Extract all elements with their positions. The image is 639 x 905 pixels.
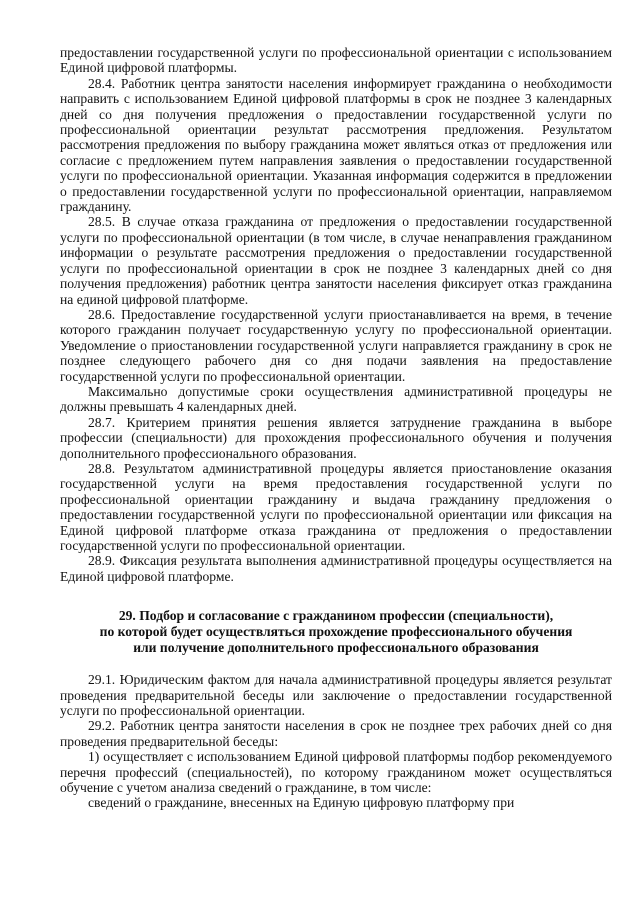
list-item-1: 1) осуществляет с использованием Единой цифровой платформы подбор рекомендуемого перечня профессий (специальностей), по которому гражданином может осуществляться обучение с учетом анализа сведений о гражданине, в том числе:	[60, 749, 612, 796]
paragraph-28-8: 28.8. Результатом административной процедуры является приостановление оказания государственной услуги на время предоставления государственной услуги по профессиональной ориентации гражданину и выдача гражданину предложения о предоставлении государственной услуги по профессиональной ориентации или фиксация на Единой цифровой платформе отказа гражданина от предложения о предоставлении государственной услуги по профессиональной ориентации.	[60, 460, 612, 553]
paragraph-max-terms: Максимально допустимые сроки осуществления административной процедуры не должны превышать 4 календарных дней.	[60, 383, 612, 415]
heading-line: по которой будет осуществляться прохождение профессионального обучения	[99, 624, 573, 640]
heading-line: 29. Подбор и согласование с гражданином профессии (специальности),	[118, 608, 554, 624]
paragraph-28-9: 28.9. Фиксация результата выполнения административной процедуры осуществляется на Единой цифровой платформе.	[60, 553, 612, 584]
section-heading-29	[60, 608, 612, 656]
paragraph-29-2: 29.2. Работник центра занятости населения в срок не позднее трех рабочих дней со дня проведения предварительной беседы:	[60, 718, 612, 749]
paragraph-28-4: 28.4. Работник центра занятости населения информирует гражданина о необходимости направить с использованием Единой цифровой платформы в срок не позднее 3 календарных дней со дня получения предложения о предоставлении государственной услуги по профессиональной ориентации результат рассмотрения предложения. Результатом рассмотрения предложения по выбору гражданина может являться отказ от предложения или согласие с предложением путем направления заявления о предоставлении государственной услуги по профессиональной ориентации. Указанная информация содержится в предложении о предоставлении государственной услуги по профессиональной ориентации, направляемом гражданину.	[60, 75, 612, 215]
paragraph-28-6: 28.6. Предоставление государственной услуги приостанавливается на время, в течение которого гражданин получает государственную услугу по профессиональной ориентации. Уведомление о приостановлении государственной услуги направляется гражданину в срок не позднее следующего рабочего дня со дня подачи заявления на предоставление государственной услуги по профессиональной ориентации.	[60, 306, 612, 384]
paragraph-28-5: 28.5. В случае отказа гражданина от предложения о предоставлении государственной услуги по профессиональной ориентации (в том числе, в случае ненаправления гражданином информации о результате рассмотрения предложения о предоставлении государственной услуги по профессиональной ориентации в срок не позднее 3 календарных дней со дня получения предложения) работник центра занятости населения фиксирует отказ гражданина на единой цифровой платформе.	[60, 214, 612, 307]
paragraph-28-7: 28.7. Критерием принятия решения является затруднение гражданина в выборе профессии (специальности) для прохождения профессионального обучения и получения дополнительного профессионального образования.	[60, 414, 612, 461]
paragraph-svedeniy: сведений о гражданине, внесенных на Единую цифровую платформу при	[88, 795, 515, 811]
heading-line: или получение дополнительного профессионального образования	[133, 640, 539, 656]
paragraph-29-1: 29.1. Юридическим фактом для начала административной процедуры является результат проведения предварительной беседы или заключение о предоставлении государственной услуги по профессиональной ориентации.	[60, 672, 612, 719]
paragraph-continuation: предоставлении государственной услуги по профессиональной ориентации с использованием Единой цифровой платформы.	[60, 45, 612, 76]
